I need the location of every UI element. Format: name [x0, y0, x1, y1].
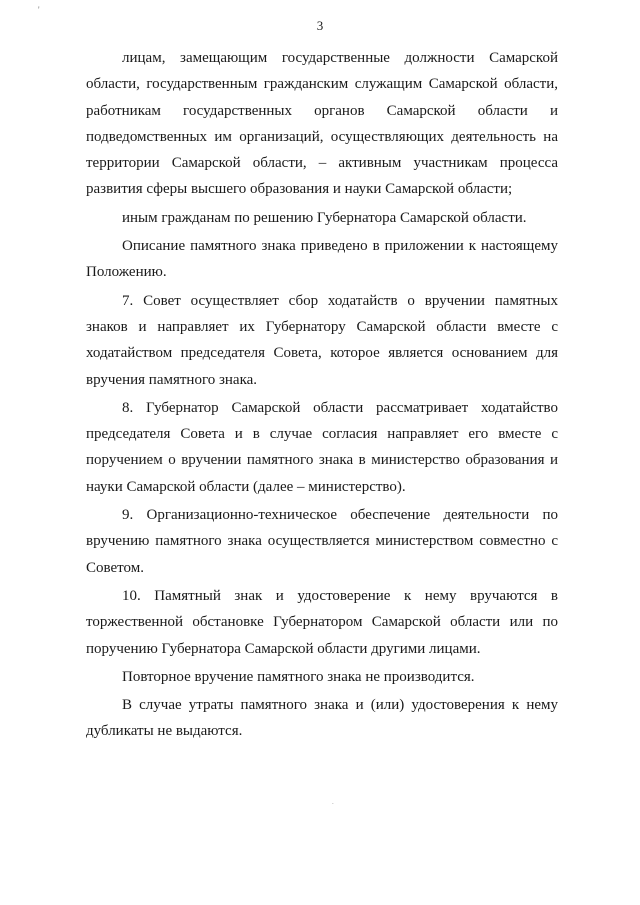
page-number: 3 — [316, 18, 324, 33]
paragraph-officials: лицам, замещающим государственные должности Самарской области, государственным гражданским служащим Самарской области, работникам государственных органов Самарской области и подведомственных им организаций, осуществляющих деятельность на территории Самарской области, – активным участникам процесса развития сферы высшего образования и науки Самарской области; — [86, 50, 558, 198]
paragraph-no-repeat: Повторное вручение памятного знака не производится. — [122, 668, 475, 685]
paragraph-item-9: 9. Организационно-техническое обеспечение деятельности по вручению памятного знака осуществляется министерством совместно с Советом. — [86, 507, 558, 576]
paragraph-item-7: 7. Совет осуществляет сбор ходатайств о вручении памятных знаков и направляет их Губернатору Самарской области вместе с ходатайством председателя Совета, которое является основанием для вручения памятного знака. — [86, 292, 558, 388]
paragraph-item-10: 10. Памятный знак и удостоверение к нему вручаются в торжественной обстановке Губернатором Самарской области или по поручению Губернатора Самарской области другими лицами. — [86, 587, 558, 657]
paragraph-no-duplicates: В случае утраты памятного знака и (или) удостоверения к нему дубликаты не выдаются. — [86, 697, 558, 740]
paragraph-item-8: 8. Губернатор Самарской области рассматривает ходатайство председателя Совета и в случае согласия направляет его вместе с поручением о вручении памятного знака в министерство образования и науки Самарской области (далее – министерство). — [86, 399, 558, 495]
scan-mark: ' — [38, 5, 40, 15]
document-body — [86, 45, 558, 745]
scan-mark-bottom: . — [332, 798, 334, 806]
paragraph-other-citizens: иным гражданам по решению Губернатора Самарской области. — [122, 209, 527, 226]
paragraph-description: Описание памятного знака приведено в приложении к настоящему Положению. — [86, 238, 558, 281]
